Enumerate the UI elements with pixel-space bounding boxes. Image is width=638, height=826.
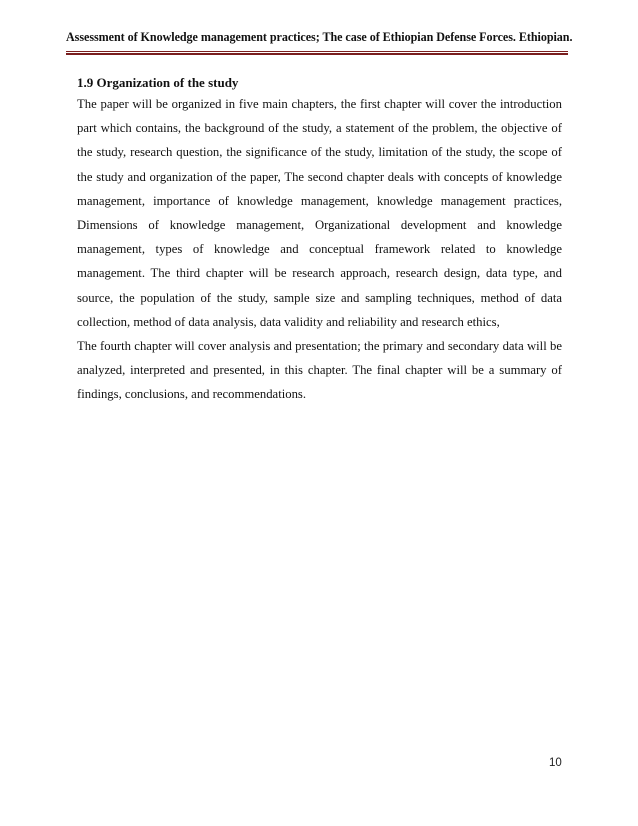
running-header: Assessment of Knowledge management practices; The case of Ethiopian Defense Forces. Ethiopian. [66, 30, 573, 44]
section-heading: 1.9 Organization of the study [77, 75, 239, 90]
body-paragraph: The paper will be organized in five main chapters, the first chapter will cover the introduction part which contains, the background of the study, a statement of the problem, the objective of the study, research question, the significance of the study, limitation of the study, the scope of the study and organization of the paper, The second chapter deals with concepts of knowledge management, importance of knowledge management, knowledge management practices, Dimensions of knowledge management, Organizational development and knowledge management, types of knowledge and conceptual framework related to knowledge management. The third chapter will be research approach, research design, data type, and source, the population of the study, sample size and sampling techniques, method of data collection, method of data analysis, data validity and reliability and research ethics, [77, 97, 562, 329]
section-body [77, 92, 562, 407]
body-paragraph: The fourth chapter will cover analysis and presentation; the primary and secondary data will be analyzed, interpreted and presented, in this chapter. The final chapter will be a summary of findings, conclusions, and recommendations. [77, 339, 562, 402]
page-number: 10 [549, 757, 562, 769]
header-rule [66, 51, 568, 52]
header-rule-thick [66, 53, 568, 55]
